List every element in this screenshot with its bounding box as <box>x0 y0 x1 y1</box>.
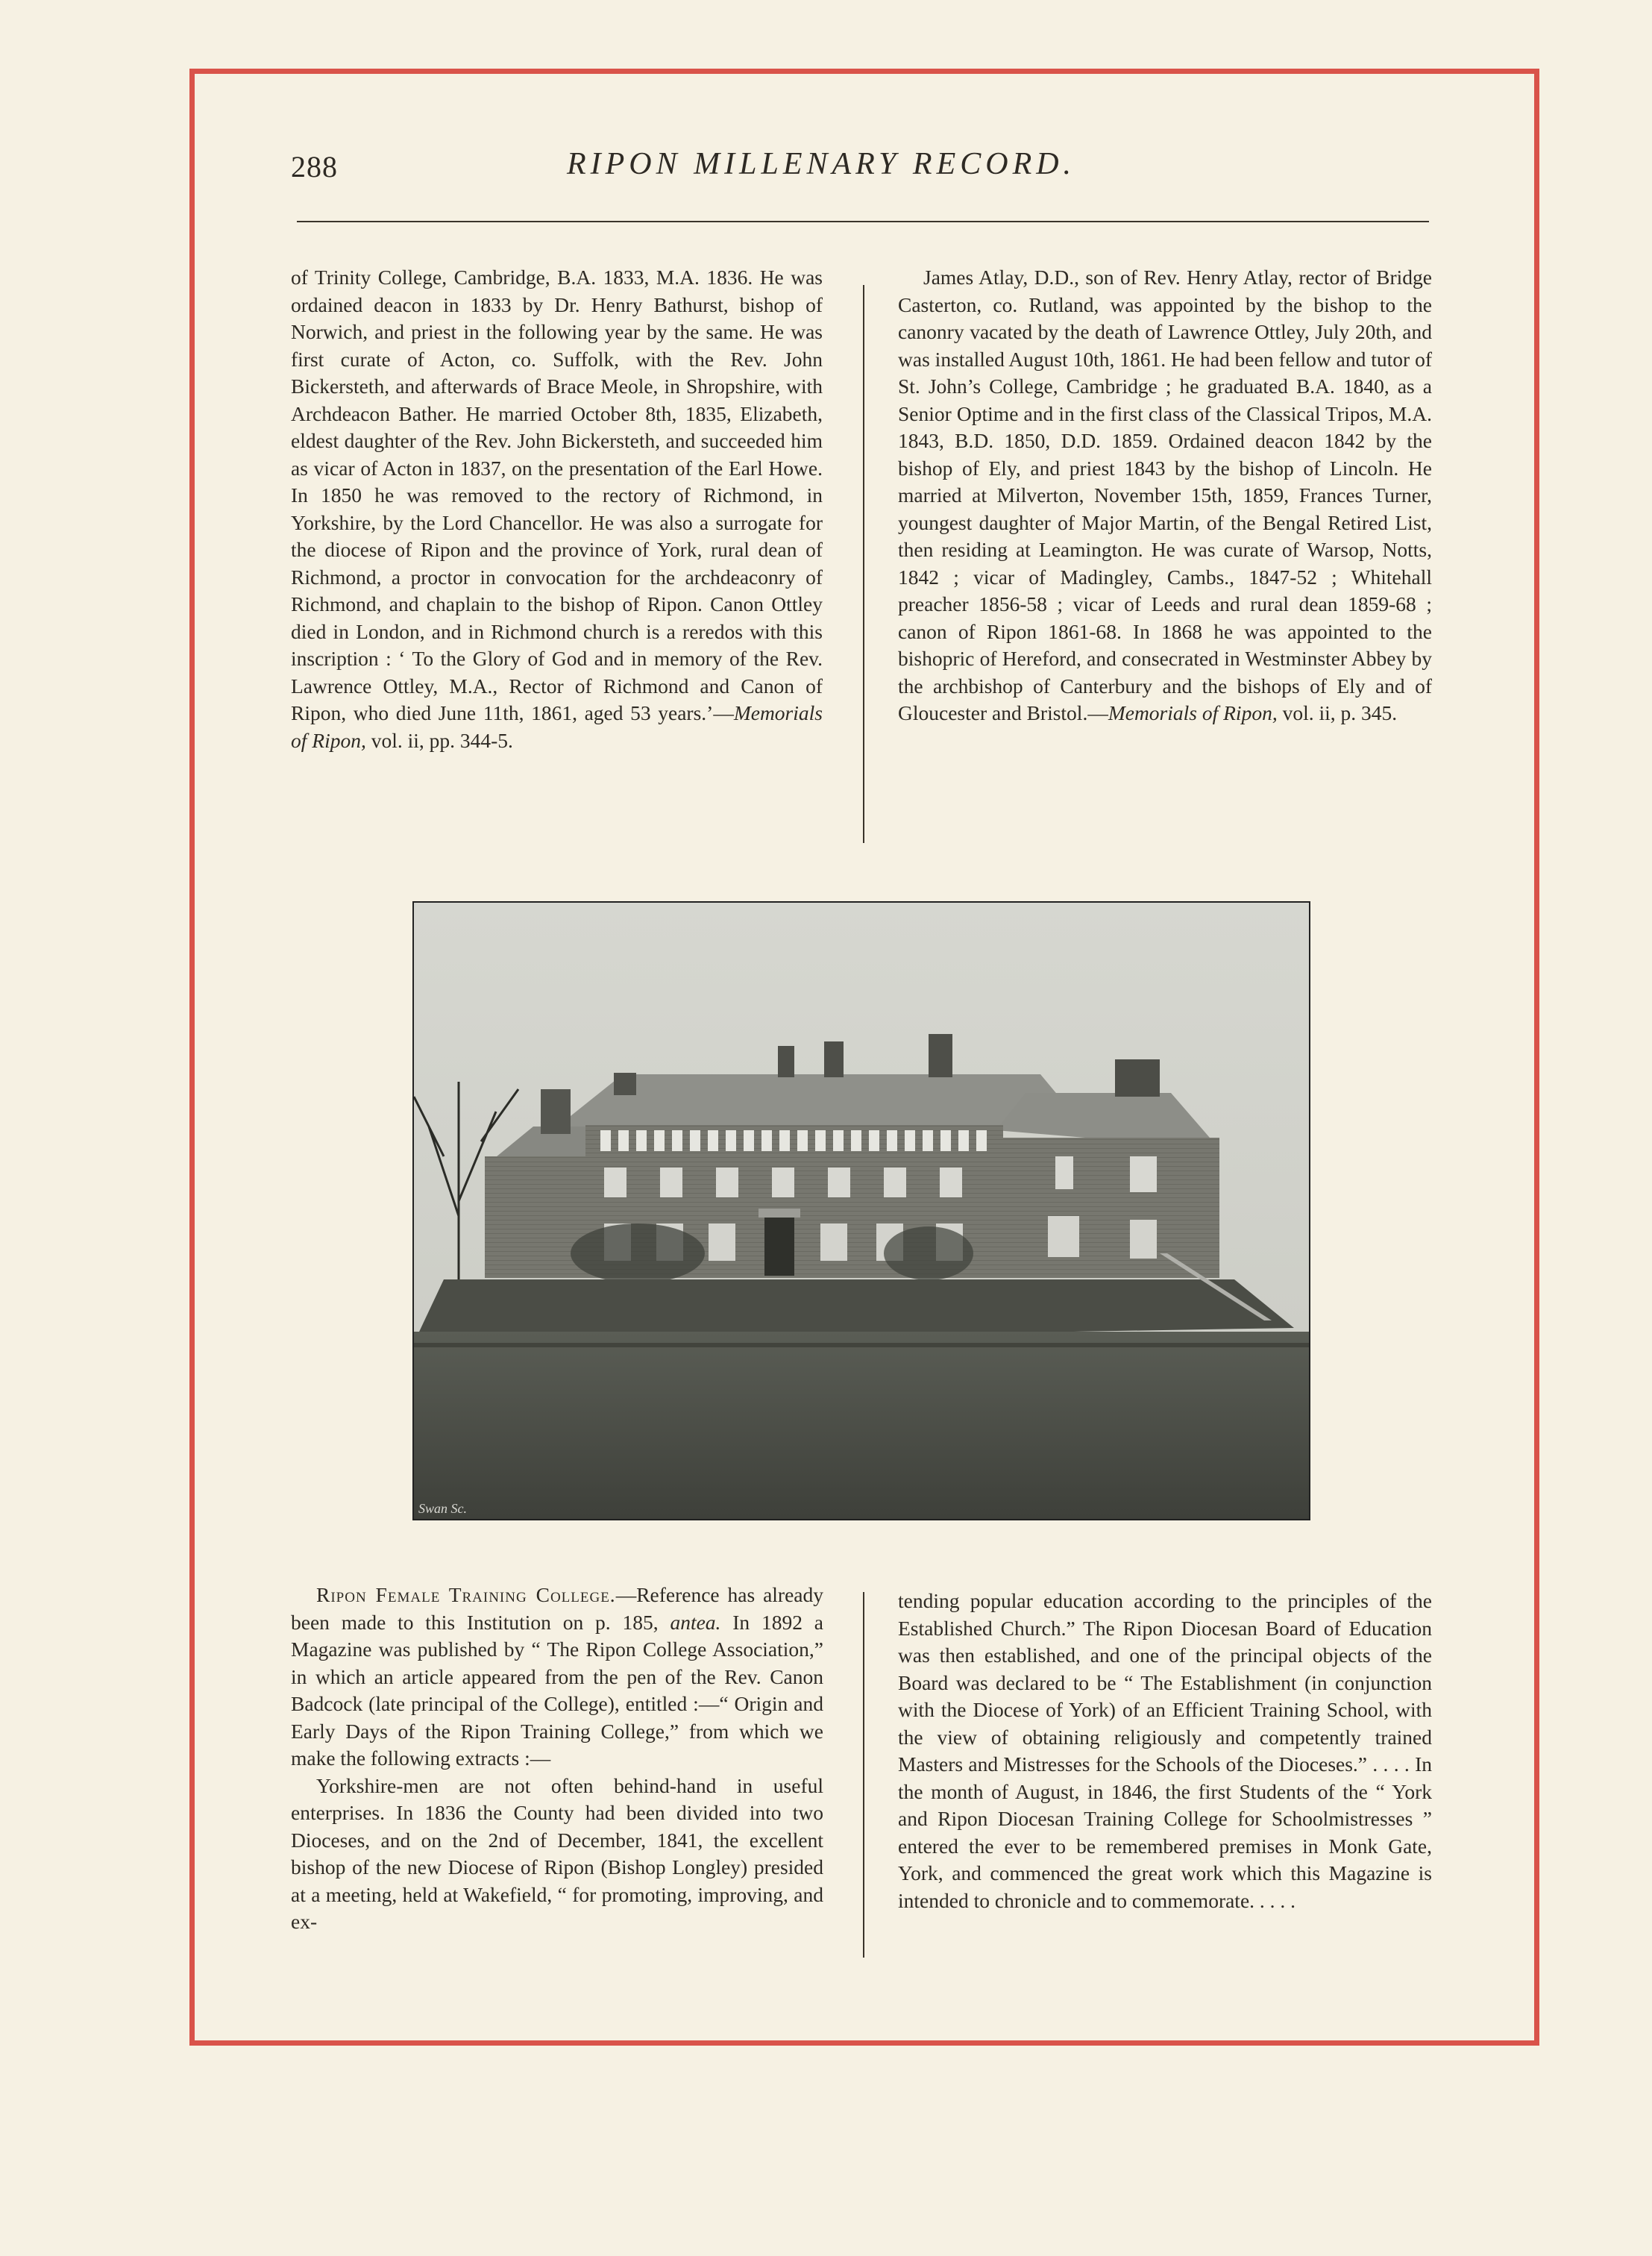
section-heading: Ripon Female Training College. <box>316 1583 616 1606</box>
top-left-column <box>291 264 823 754</box>
top-right-column <box>898 264 1432 727</box>
biography-atlay <box>898 264 1432 727</box>
intro-italic: antea. <box>670 1610 721 1634</box>
training-college-intro <box>291 1582 823 1773</box>
engraver-signature: Swan Sc. <box>418 1501 467 1516</box>
page-number: 288 <box>291 150 338 184</box>
atlay-citation: Memorials of Ripon, <box>1108 701 1278 724</box>
running-head: RIPON MILLENARY RECORD. <box>567 147 1076 181</box>
atlay-citation-pages: vol. ii, p. 345. <box>1277 701 1398 724</box>
extract-paragraph: Yorkshire-men are not often behind-hand in useful enterprises. In 1836 the County had been divided into two Dioceses, and on the 2nd of December, 1841, the excellent bishop of the new Diocese of Ripon (Bishop Longley) presided at a meeting, held at Wakefield, “ for promoting, improving, and ex- <box>291 1773 823 1933</box>
intro-text-a: —Reference has already been made to this Institution on p. 185, <box>291 1583 823 1634</box>
header-rule <box>297 221 1429 222</box>
ottley-text: of Trinity College, Cambridge, B.A. 1833, M.A. 1836. He was ordained deacon in 1833 by Dr. Henry Bathurst, bishop of Norwich, and priest in the following year by the same. He was first curate of Acton, co. Suffolk, with the Rev. John Bickersteth, and afterwards of Brace Meole, in Shropshire, with Archdeacon Bather. He married October 8th, 1835, Elizabeth, eldest daughter of the Rev. John Bickersteth, and succeeded him as vicar of Acton in 1837, on the presentation of the Earl Howe. In 1850 he was removed to the rectory of Richmond, in Yorkshire, by the Lord Chancellor. He was also a surrogate for the diocese of Ripon and the province of York, rural dean of Richmond, a proctor in convocation for the archdeaconry of Richmond, and chaplain to the bishop of Ripon. Canon Ottley died in London, and in Richmond church is a reredos with this inscription : ‘ To the Glory of God and in memory of the Rev. Lawrence Ottley, M.A., Rector of Richmond and Canon of Ripon, who died June 11th, 1861, aged 53 years.’— <box>291 266 823 724</box>
bottom-right-column <box>898 1588 1432 1914</box>
ottley-citation-pages: vol. ii, pp. 344-5. <box>365 728 513 752</box>
college-photograph <box>412 901 1310 1520</box>
intro-text-b: In 1892 a Magazine was published by “ The Ripon College Association,” in which an article appeared from the pen of the Rev. Canon Badcock (late principal of the College), entitled :—“ Origin and Early Days of the Ripon Training College,” from which we make the following extracts :— <box>291 1610 823 1770</box>
extract-continued: tending popular education according to the principles of the Established Church.” The Ripon Diocesan Board of Education was then established, and one of the principal objects of the Board was declared to be “ The Establishment (in conjunction with the Diocese of York) of an Efficient Training School, with the view of obtaining religiously and competently trained Masters and Mistresses for the Schools of the Dioceses.” . . . . In the month of August, in 1846, the first Students of the “ York and Ripon Diocesan Training College for Schoolmistresses ” entered the ever to be remembered premises in Monk Gate, York, and commenced the great work which this Magazine is intended to chronicle and to commemorate. . . . . <box>898 1589 1432 1912</box>
biography-ottley <box>291 264 823 754</box>
column-divider-bottom <box>863 1592 864 1958</box>
column-divider-top <box>863 285 864 843</box>
atlay-text: James Atlay, D.D., son of Rev. Henry Atlay, rector of Bridge Casterton, co. Rutland, was appointed by the bishop to the canonry vacated by the death of Lawrence Ottley, July 20th, and was installed August 10th, 1861. He had been fellow and tutor of St. John’s College, Cambridge ; he graduated B.A. 1840, as a Senior Optime and in the first class of the Classical Tripos, M.A. 1843, B.D. 1850, D.D. 1859. Ordained deacon 1842 by the bishop of Ely, and priest 1843 by the bishop of Lincoln. He married at Milverton, November 15th, 1859, Frances Turner, youngest daughter of Major Martin, of the Bengal Retired List, then residing at Leamington. He was curate of Warsop, Notts, 1842 ; vicar of Madingley, Cambs., 1847-52 ; Whitehall preacher 1856-58 ; vicar of Leeds and rural dean 1859-68 ; canon of Ripon 1861-68. In 1868 he was appointed to the bishopric of Hereford, and consecrated in Westminster Abbey by the archbishop of Canterbury and the bishops of Ely and of Gloucester and Bristol.— <box>898 266 1432 724</box>
ottley-citation: Memorials of Ripon, <box>291 701 823 752</box>
bottom-left-column <box>291 1582 823 1936</box>
